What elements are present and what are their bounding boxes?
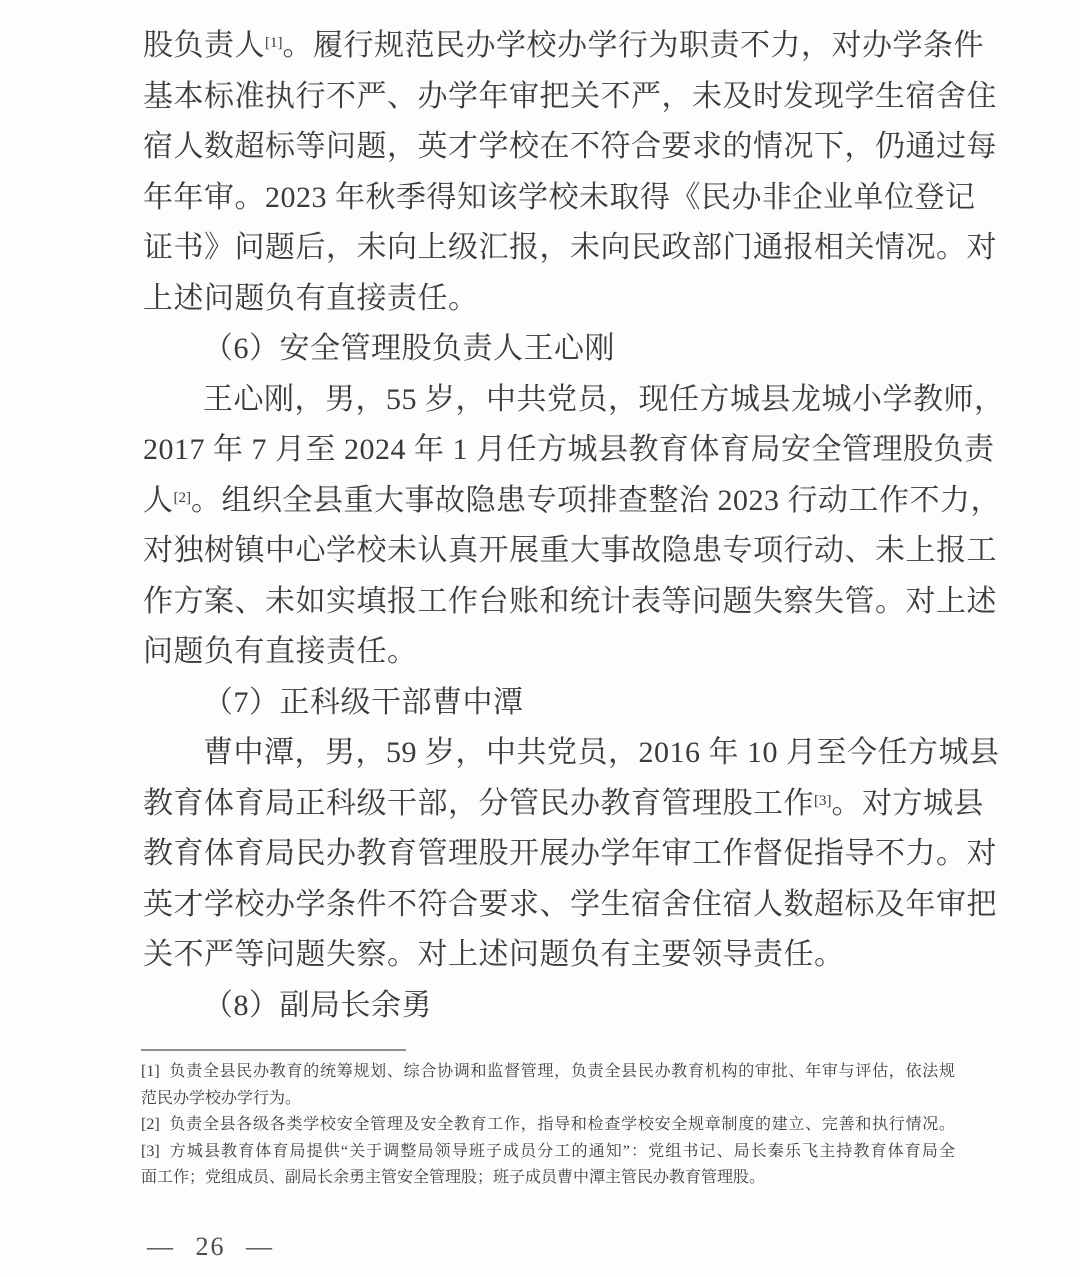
body-line xyxy=(143,21,984,72)
heading-text: （6）安全管理股负责人王心刚 xyxy=(203,332,615,365)
body-line-text: 上述问题负有直接责任。 xyxy=(143,281,479,315)
footnotes-section xyxy=(141,1049,955,1192)
body-line xyxy=(143,577,997,628)
body-line-text: 王心刚，男，55 岁，中共党员，现任方城县龙城小学教师， xyxy=(203,382,1005,416)
footnote-text: 面工作；党组成员、副局长余勇主管安全管理股；班子成员曹中潭主管民办教育管理股。 xyxy=(141,1169,766,1186)
body-line xyxy=(143,728,1000,779)
body-line xyxy=(143,122,997,173)
body-line-text: 证书》问题后，未向上级汇报，未向民政部门通报相关情况。对 xyxy=(143,231,997,264)
body-line-text: 基本标准执行不严、办学年审把关不严，未及时发现学生宿舍住 xyxy=(143,79,997,113)
body-line-text: 问题负有直接责任。 xyxy=(143,635,418,668)
footnote-line xyxy=(141,1112,955,1139)
body-line xyxy=(143,779,984,830)
page-number: — 26 — xyxy=(147,1232,274,1261)
body-line-text: 。履行规范民办学校办学行为职责不力，对办学条件 xyxy=(282,29,984,62)
footnote-line xyxy=(141,1059,955,1086)
body-line xyxy=(143,476,1001,527)
body-line-text: 曹中潭，男，59 岁，中共党员，2016 年 10 月至今任方城县 xyxy=(203,736,1000,769)
body-line xyxy=(143,930,953,981)
document-body xyxy=(143,21,1005,1031)
body-line-text: 作方案、未如实填报工作台账和统计表等问题失察失管。对上述 xyxy=(143,584,997,618)
body-line xyxy=(143,375,1005,426)
body-line xyxy=(143,880,997,931)
footnote-text: 范民办学校办学行为。 xyxy=(141,1089,302,1107)
body-line-text: 。对方城县 xyxy=(831,786,984,820)
footnote-marker: [1] xyxy=(141,1063,160,1080)
body-line-text: 英才学校办学条件不符合要求、学生宿舍住宿人数超标及年审把 xyxy=(143,887,997,921)
footnote-separator xyxy=(141,1049,406,1051)
section-heading-6 xyxy=(143,324,953,375)
footnote-line xyxy=(141,1086,955,1113)
body-line-text: 股负责人 xyxy=(143,29,265,62)
body-line xyxy=(143,223,997,274)
footnote-marker: [2] xyxy=(141,1116,160,1133)
body-line-text: 年年审。2023 年秋季得知该学校未取得《民办非企业单位登记 xyxy=(143,180,976,214)
body-line xyxy=(143,173,976,224)
body-line-text: 宿人数超标等问题，英才学校在不符合要求的情况下，仍通过每 xyxy=(143,130,997,163)
footnote-ref-3: [3] xyxy=(814,792,832,809)
body-line xyxy=(143,526,997,577)
footnote-ref-2: [2] xyxy=(173,489,191,506)
heading-text: （8）副局长余勇 xyxy=(203,988,432,1022)
footnote-marker: [3] xyxy=(141,1142,160,1160)
body-line xyxy=(143,627,953,678)
body-line-text: 2017 年 7 月至 2024 年 1 月任方城县教育体育局安全管理股负责 xyxy=(143,433,995,466)
heading-text: （7）正科级干部曹中潭 xyxy=(203,685,524,719)
body-line xyxy=(143,72,997,123)
footnote-line xyxy=(141,1165,955,1192)
section-heading-8 xyxy=(143,981,953,1032)
footnote-ref-1: [1] xyxy=(265,34,283,51)
body-line xyxy=(143,425,995,476)
footnote-text: 负责全县民办教育的统筹规划、综合协调和监督管理，负责全县民办教育机构的审批、年审与评估，依法规 xyxy=(168,1063,955,1080)
body-line-text: 教育体育局民办教育管理股开展办学年审工作督促指导不力。对 xyxy=(143,837,997,870)
body-line-text: 人 xyxy=(143,483,174,517)
body-line xyxy=(143,829,997,880)
footnote-text: 负责全县各级各类学校安全管理及安全教育工作，指导和检查学校安全规章制度的建立、完善和执行情况。 xyxy=(168,1116,955,1133)
section-heading-7 xyxy=(143,678,953,729)
body-line xyxy=(143,274,953,325)
footnote-line xyxy=(141,1139,955,1166)
body-line-text: 教育体育局正科级干部，分管民办教育管理股工作 xyxy=(143,786,814,820)
footnote-text: 方城县教育体育局提供“关于调整局领导班子成员分工的通知”：党组书记、局长秦乐飞主持教育体育局全 xyxy=(168,1142,955,1160)
body-line-text: 对独树镇中心学校未认真开展重大事故隐患专项行动、未上报工 xyxy=(143,534,997,567)
body-line-text: 。组织全县重大事故隐患专项排查整治 2023 行动工作不力， xyxy=(191,483,1001,517)
body-line-text: 关不严等问题失察。对上述问题负有主要领导责任。 xyxy=(143,938,845,971)
